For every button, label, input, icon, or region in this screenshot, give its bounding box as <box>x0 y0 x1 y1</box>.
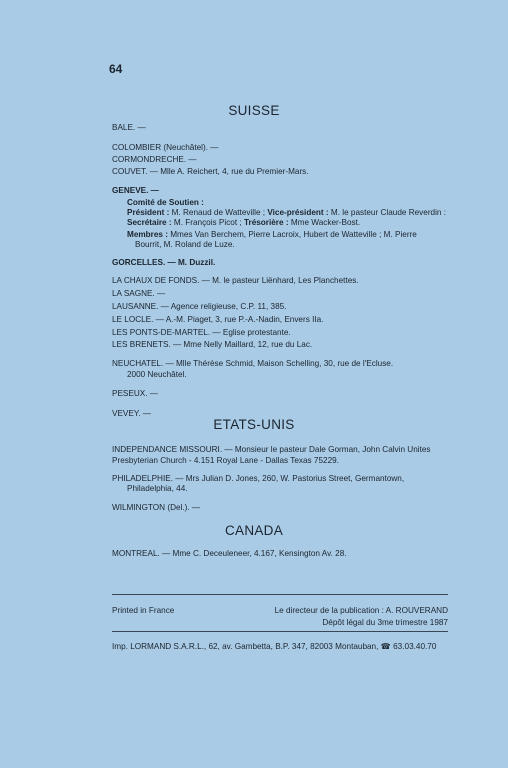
president-label: Président : <box>127 208 170 217</box>
tresoriere-value: Mme Wacker-Bost. <box>288 218 361 227</box>
secretaire-label: Secrétaire : <box>127 218 172 227</box>
comite-title: Comité de Soutien : <box>127 198 204 207</box>
heading-etats-unis: ETATS-UNIS <box>213 417 295 432</box>
entry-neuchatel: NEUCHATEL. — Mlle Thérèse Schmid, Maison Schelling, 30, rue de l'Ecluse. <box>112 359 394 368</box>
entry-wilmington: WILMINGTON (Del.). — <box>112 503 201 512</box>
president-value: M. Renaud de Watteville ; <box>169 208 268 217</box>
entry-les-brenets: LES BRENETS. — Mme Nelly Maillard, 12, rue du Lac. <box>112 340 313 349</box>
footer-printed: Printed in France <box>112 606 175 615</box>
comite-secretaire-line <box>127 218 360 228</box>
heading-canada: CANADA <box>224 523 284 538</box>
heading-suisse: SUISSE <box>228 103 280 118</box>
entry-independance-cont: Presbyterian Church - 4.151 Royal Lane - Dallas Texas 75229. <box>112 456 339 465</box>
entry-geneve: GENEVE. — <box>112 186 159 195</box>
membres-label: Membres : <box>127 230 168 239</box>
entry-colombier: COLOMBIER (Neuchâtel). — <box>112 143 219 152</box>
entry-bale: BALE. — <box>112 123 146 132</box>
footer-directeur: Le directeur de la publication : A. ROUVERAND <box>274 606 448 615</box>
footer-depot: Dépôt légal du 3me trimestre 1987 <box>322 618 448 627</box>
membres-value: Mmes Van Berchem, Pierre Lacroix, Hubert de Watteville ; M. Pierre <box>167 230 417 239</box>
entry-peseux: PESEUX. — <box>112 389 158 398</box>
footer-imprimerie: Imp. LORMAND S.A.R.L., 62, av. Gambetta, B.P. 347, 82003 Montauban, ☎ 63.03.40.70 <box>112 642 437 651</box>
comite-membres-cont: Bourrit, M. Roland de Luze. <box>135 240 235 249</box>
entry-montreal: MONTREAL. — Mme C. Deceuleneer, 4.167, Kensington Av. 28. <box>112 549 347 558</box>
entry-la-sagne: LA SAGNE. — <box>112 289 166 298</box>
entry-philadelphie: PHILADELPHIE. — Mrs Julian D. Jones, 260, W. Pastorius Street, Germantown, <box>112 474 405 483</box>
entry-vevey: VEVEY. — <box>112 409 151 418</box>
entry-chaux-de-fonds: LA CHAUX DE FONDS. — M. le pasteur Liënhard, Les Planchettes. <box>112 276 359 285</box>
page-number: 64 <box>109 62 123 76</box>
entry-neuchatel-cont: 2000 Neuchâtel. <box>127 370 187 379</box>
secretaire-value: M. François Picot ; <box>171 218 244 227</box>
tresoriere-label: Trésorière : <box>243 218 289 227</box>
vice-value: M. le pasteur Claude Reverdin : <box>328 208 447 217</box>
entry-couvet: COUVET. — Mlle A. Reichert, 4, rue du Premier-Mars. <box>112 167 309 176</box>
entry-philadelphie-cont: Philadelphia, 44. <box>127 484 188 493</box>
vice-label: Vice-président : <box>267 208 329 217</box>
entry-independance: INDEPENDANCE MISSOURI. — Monsieur le pasteur Dale Gorman, John Calvin Unites <box>112 445 431 454</box>
entry-ponts-de-martel: LES PONTS-DE-MARTEL. — Eglise protestante. <box>112 328 291 337</box>
entry-le-locle: LE LOCLE. — A.-M. Piaget, 3, rue P.-A.-Nadin, Envers IIa. <box>112 315 324 324</box>
comite-membres-line <box>127 230 417 240</box>
entry-lausanne: LAUSANNE. — Agence religieuse, C.P. 11, 385. <box>112 302 287 311</box>
entry-cormondreche: CORMONDRECHE. — <box>112 155 197 164</box>
comite-president-line <box>127 208 446 218</box>
entry-gorcelles: GORCELLES. — M. Duzzil. <box>112 258 216 267</box>
footer-rule-bottom <box>112 631 448 632</box>
footer-rule-top <box>112 594 448 595</box>
